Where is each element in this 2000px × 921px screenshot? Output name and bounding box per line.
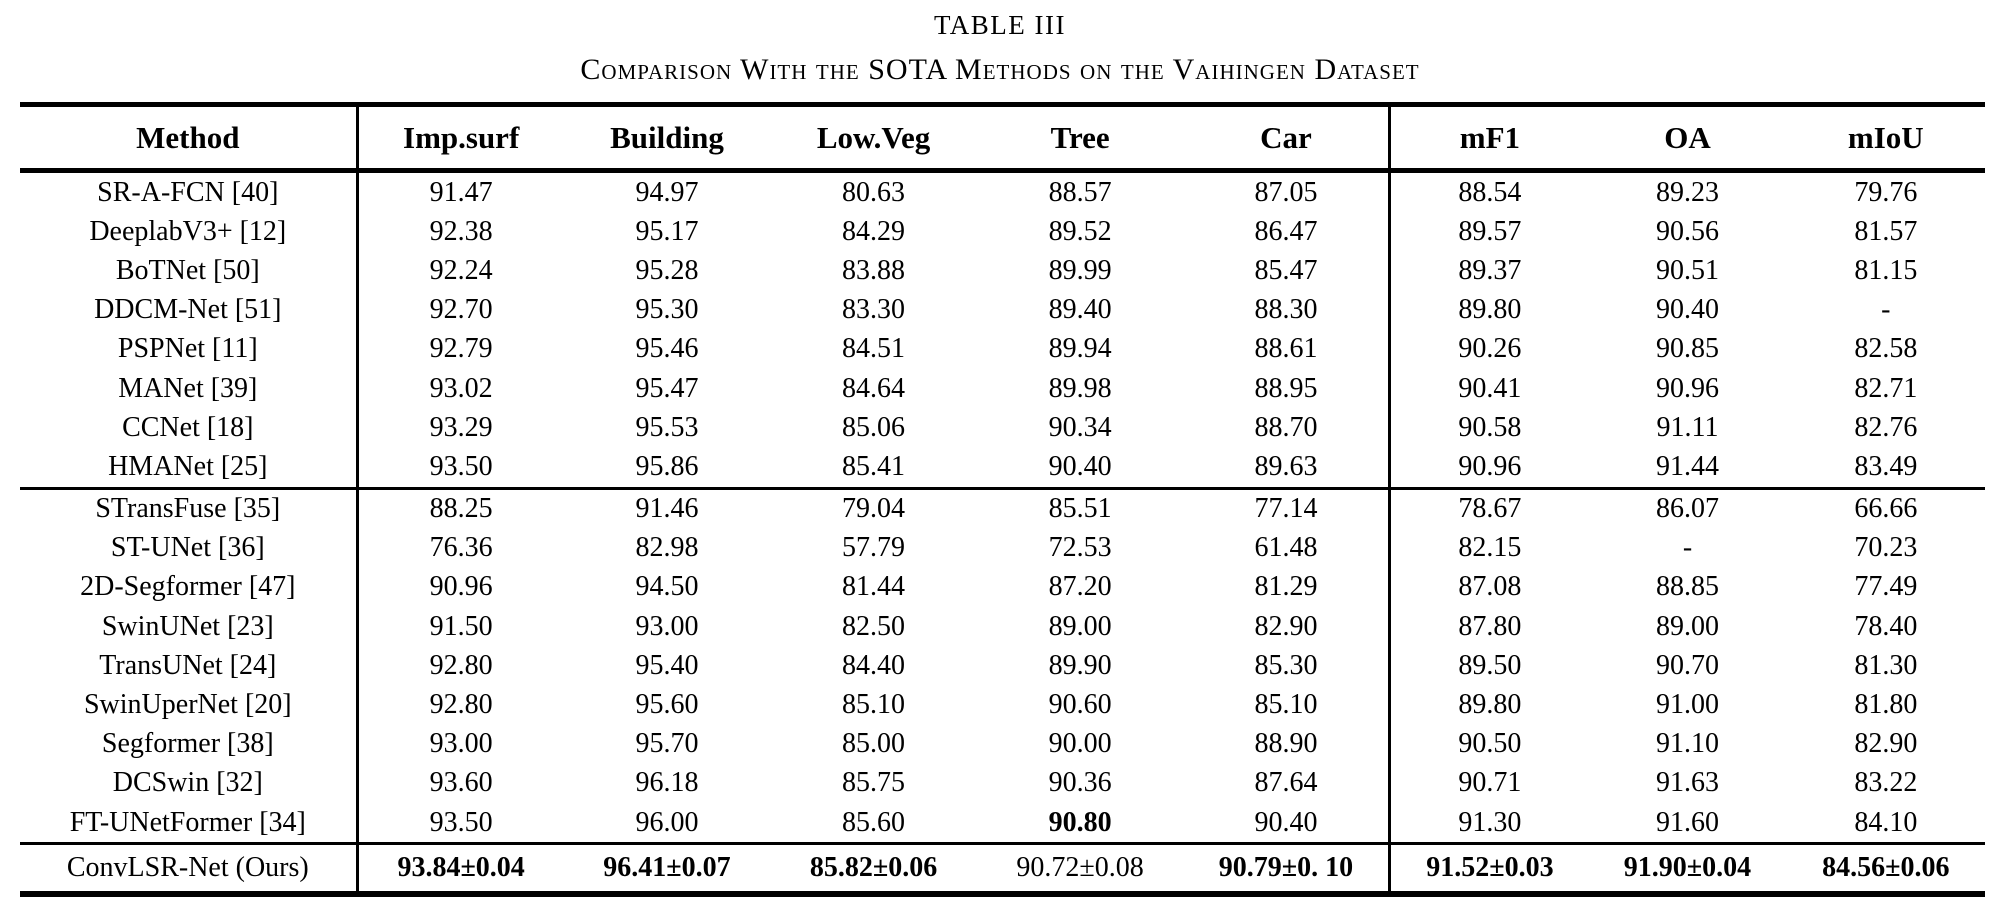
metric-value: 95.40 — [635, 649, 699, 681]
metric-value: 92.80 — [429, 649, 493, 681]
metric-value: 87.20 — [1048, 571, 1112, 603]
metric-value: 84.51 — [842, 333, 906, 365]
metric-value: 88.25 — [429, 493, 493, 525]
metric-value: 95.28 — [635, 254, 699, 286]
metric-value: 87.64 — [1183, 764, 1390, 803]
metric-value: 85.30 — [1183, 646, 1390, 685]
metric-value: 91.47 — [429, 176, 493, 208]
method-name: FT-UNetFormer [34] — [20, 803, 357, 844]
method-name: SwinUNet [23] — [20, 607, 357, 646]
metric-value: 83.49 — [1787, 447, 1985, 488]
metric-value: 85.47 — [1183, 251, 1390, 290]
method-name: DDCM-Net [51] — [20, 291, 357, 330]
metric-value: 82.76 — [1854, 411, 1918, 443]
metric-value: 84.10 — [1787, 803, 1985, 844]
metric-value: 85.82±0.06 — [809, 852, 938, 884]
metric-value: 90.41 — [1458, 372, 1522, 404]
metric-value: 89.40 — [1048, 294, 1112, 326]
column-header-car: Car — [1183, 105, 1390, 171]
metric-value: 81.29 — [1183, 568, 1390, 607]
metric-value: 91.90±0.04 — [1623, 852, 1752, 884]
column-header-impsurf: Imp.surf — [357, 105, 564, 171]
metric-value: 88.70 — [1183, 408, 1390, 447]
metric-value: 77.49 — [1854, 571, 1918, 603]
metric-value: 93.50 — [357, 803, 564, 844]
method-name: DCSwin [32] — [20, 764, 357, 803]
metric-value: 94.50 — [635, 571, 699, 603]
metric-value: 86.47 — [1183, 212, 1390, 251]
metric-value: 66.66 — [1854, 493, 1918, 525]
table-row — [20, 529, 1985, 568]
metric-value: 91.44 — [1588, 447, 1786, 488]
column-header-tree: Tree — [977, 105, 1184, 171]
method-name: HMANet [25] — [20, 447, 357, 488]
metric-value: 77.14 — [1183, 488, 1390, 529]
method-name: PSPNet [11] — [20, 330, 357, 369]
metric-value: 92.24 — [429, 254, 493, 286]
metric-value: 82.90 — [1183, 607, 1390, 646]
metric-value: 57.79 — [842, 532, 906, 564]
column-header-oa: OA — [1588, 105, 1786, 171]
metric-value: 89.50 — [1458, 649, 1522, 681]
metric-value: 90.96 — [429, 571, 493, 603]
metric-value: 89.80 — [1458, 689, 1522, 721]
metric-value: 92.80 — [429, 689, 493, 721]
metric-value: 89.57 — [1458, 215, 1522, 247]
metric-value: 88.90 — [1183, 725, 1390, 764]
metric-value: 70.23 — [1854, 532, 1918, 564]
metric-value: 96.18 — [635, 767, 699, 799]
metric-value: 91.63 — [1655, 767, 1719, 799]
table-row — [20, 803, 1985, 844]
method-name: BoTNet [50] — [20, 251, 357, 290]
metric-value: 95.46 — [635, 333, 699, 365]
metric-value: 92.79 — [429, 333, 493, 365]
table-row — [20, 685, 1985, 724]
metric-value: 93.02 — [429, 372, 493, 404]
table-row — [20, 488, 1985, 529]
method-name: TransUNet [24] — [20, 646, 357, 685]
metric-value: 93.00 — [429, 728, 493, 760]
metric-value: 86.07 — [1655, 493, 1719, 525]
metric-value: 90.51 — [1655, 254, 1719, 286]
table-row — [20, 447, 1985, 488]
metric-value: 89.90 — [1048, 649, 1112, 681]
metric-value: 89.00 — [1655, 610, 1719, 642]
table-row — [20, 568, 1985, 607]
metric-value: 91.46 — [635, 493, 699, 525]
metric-value: 85.60 — [770, 803, 977, 844]
metric-value: 90.34 — [1048, 411, 1112, 443]
metric-value: 88.57 — [1048, 176, 1112, 208]
metric-value: 89.52 — [1048, 215, 1112, 247]
metric-value: 91.00 — [1655, 689, 1719, 721]
table-title: Comparison With the SOTA Methods on the Vaihingen Dataset — [580, 53, 1420, 86]
metric-value: 85.10 — [842, 689, 906, 721]
column-header-method: Method — [20, 105, 357, 171]
metric-value: 83.30 — [842, 294, 906, 326]
metric-value: 81.57 — [1854, 215, 1918, 247]
metric-value: 81.44 — [842, 571, 906, 603]
metric-value: 95.53 — [635, 411, 699, 443]
metric-value: 61.48 — [1183, 529, 1390, 568]
metric-value: 90.72±0.08 — [1016, 852, 1144, 884]
metric-value: 79.04 — [842, 493, 906, 525]
metric-value: 85.75 — [842, 767, 906, 799]
metric-value: 89.94 — [1048, 333, 1112, 365]
metric-value: 90.79±0. 10 — [1183, 844, 1390, 895]
metric-value: 96.00 — [564, 803, 771, 844]
metric-value: 84.64 — [842, 372, 906, 404]
column-header-miou: mIoU — [1787, 105, 1985, 171]
metric-value: 90.85 — [1655, 333, 1719, 365]
metric-value: 88.61 — [1183, 330, 1390, 369]
metric-value: 89.63 — [1183, 447, 1390, 488]
metric-value: 93.84±0.04 — [397, 852, 525, 884]
metric-value: 84.40 — [842, 649, 906, 681]
metric-value: 90.96 — [1655, 372, 1719, 404]
table-row — [20, 646, 1985, 685]
metric-value: 87.80 — [1458, 610, 1522, 642]
metric-value: 83.22 — [1854, 767, 1918, 799]
metric-value: 91.60 — [1588, 803, 1786, 844]
table-row — [20, 171, 1985, 213]
metric-value: 91.30 — [1390, 803, 1588, 844]
metric-value: 95.60 — [635, 689, 699, 721]
metric-value: 89.23 — [1655, 176, 1719, 208]
metric-value: 85.00 — [842, 728, 906, 760]
metric-value: 90.40 — [1183, 803, 1390, 844]
metric-value: 95.86 — [564, 447, 771, 488]
table-caption — [0, 0, 2000, 86]
metric-value: 82.71 — [1854, 372, 1918, 404]
metric-value: 90.70 — [1655, 649, 1719, 681]
method-name: STransFuse [35] — [20, 488, 357, 529]
column-header-mf1: mF1 — [1390, 105, 1588, 171]
metric-value: 90.60 — [1048, 689, 1112, 721]
metric-value: 90.50 — [1458, 728, 1522, 760]
table-row — [20, 607, 1985, 646]
table-row — [20, 408, 1985, 447]
metric-value: 91.10 — [1655, 728, 1719, 760]
metric-value: 90.40 — [977, 447, 1184, 488]
metric-value: 88.30 — [1183, 291, 1390, 330]
metric-value: 79.76 — [1854, 176, 1918, 208]
metric-value: 81.15 — [1854, 254, 1918, 286]
header-row — [20, 105, 1985, 171]
method-name: Segformer [38] — [20, 725, 357, 764]
metric-value: 82.90 — [1854, 728, 1918, 760]
metric-value: 95.17 — [635, 215, 699, 247]
metric-value: 78.40 — [1854, 610, 1918, 642]
table-row — [20, 212, 1985, 251]
table-row — [20, 844, 1985, 895]
metric-value: - — [1881, 294, 1891, 326]
metric-value: 78.67 — [1458, 493, 1522, 525]
metric-value: 93.00 — [635, 610, 699, 642]
metric-value: 82.15 — [1458, 532, 1522, 564]
column-header-building: Building — [564, 105, 771, 171]
table-row — [20, 369, 1985, 408]
metric-value: 88.95 — [1183, 369, 1390, 408]
results-table — [20, 102, 1985, 897]
metric-value: 89.99 — [1048, 254, 1112, 286]
metric-value: 85.51 — [1048, 493, 1112, 525]
table-row — [20, 764, 1985, 803]
metric-value: 83.88 — [842, 254, 906, 286]
metric-value: 84.56±0.06 — [1822, 852, 1950, 884]
column-header-lowveg: Low.Veg — [770, 105, 977, 171]
metric-value: 89.00 — [1048, 610, 1112, 642]
metric-value: 91.50 — [429, 610, 493, 642]
metric-value: 90.80 — [977, 803, 1184, 844]
metric-value: 85.06 — [842, 411, 906, 443]
method-name: CCNet [18] — [20, 408, 357, 447]
metric-value: 81.30 — [1854, 649, 1918, 681]
metric-value: 90.40 — [1655, 294, 1719, 326]
metric-value: 91.52±0.03 — [1426, 852, 1554, 884]
table-row — [20, 725, 1985, 764]
metric-value: 90.71 — [1458, 767, 1522, 799]
metric-value: 88.54 — [1458, 176, 1522, 208]
method-name: ST-UNet [36] — [20, 529, 357, 568]
metric-value: 95.70 — [635, 728, 699, 760]
table-number: TABLE III — [933, 10, 1067, 40]
metric-value: 89.80 — [1458, 294, 1522, 326]
metric-value: 72.53 — [1048, 532, 1112, 564]
method-name: MANet [39] — [20, 369, 357, 408]
metric-value: 93.60 — [429, 767, 493, 799]
metric-value: 90.36 — [1048, 767, 1112, 799]
table-row — [20, 330, 1985, 369]
metric-value: 90.96 — [1390, 447, 1588, 488]
metric-value: 82.58 — [1854, 333, 1918, 365]
metric-value: 81.80 — [1854, 689, 1918, 721]
metric-value: 90.56 — [1655, 215, 1719, 247]
metric-value: 90.26 — [1458, 333, 1522, 365]
method-name: SR-A-FCN [40] — [20, 171, 357, 213]
metric-value: 88.85 — [1655, 571, 1719, 603]
metric-value: 90.00 — [1048, 728, 1112, 760]
metric-value: 90.58 — [1458, 411, 1522, 443]
metric-value: 92.38 — [429, 215, 493, 247]
metric-value: 89.37 — [1458, 254, 1522, 286]
metric-value: 95.30 — [635, 294, 699, 326]
metric-value: 89.98 — [1048, 372, 1112, 404]
table-row — [20, 251, 1985, 290]
results-table-body — [20, 171, 1985, 895]
metric-value: 87.08 — [1458, 571, 1522, 603]
metric-value: 95.47 — [635, 372, 699, 404]
metric-value: 93.29 — [429, 411, 493, 443]
metric-value: 96.41±0.07 — [603, 852, 731, 884]
metric-value: 91.11 — [1656, 411, 1719, 443]
table-row — [20, 291, 1985, 330]
metric-value: 82.98 — [635, 532, 699, 564]
metric-value: - — [1682, 532, 1693, 564]
metric-value: 93.50 — [357, 447, 564, 488]
metric-value: 80.63 — [842, 176, 906, 208]
method-name: ConvLSR-Net (Ours) — [20, 844, 357, 895]
metric-value: 92.70 — [429, 294, 493, 326]
metric-value: 94.97 — [635, 176, 699, 208]
method-name: SwinUperNet [20] — [20, 685, 357, 724]
method-name: 2D-Segformer [47] — [20, 568, 357, 607]
metric-value: 85.41 — [770, 447, 977, 488]
metric-value: 76.36 — [429, 532, 493, 564]
metric-value: 84.29 — [842, 215, 906, 247]
metric-value: 82.50 — [842, 610, 906, 642]
metric-value: 85.10 — [1183, 685, 1390, 724]
method-name: DeeplabV3+ [12] — [20, 212, 357, 251]
metric-value: 87.05 — [1183, 171, 1390, 213]
